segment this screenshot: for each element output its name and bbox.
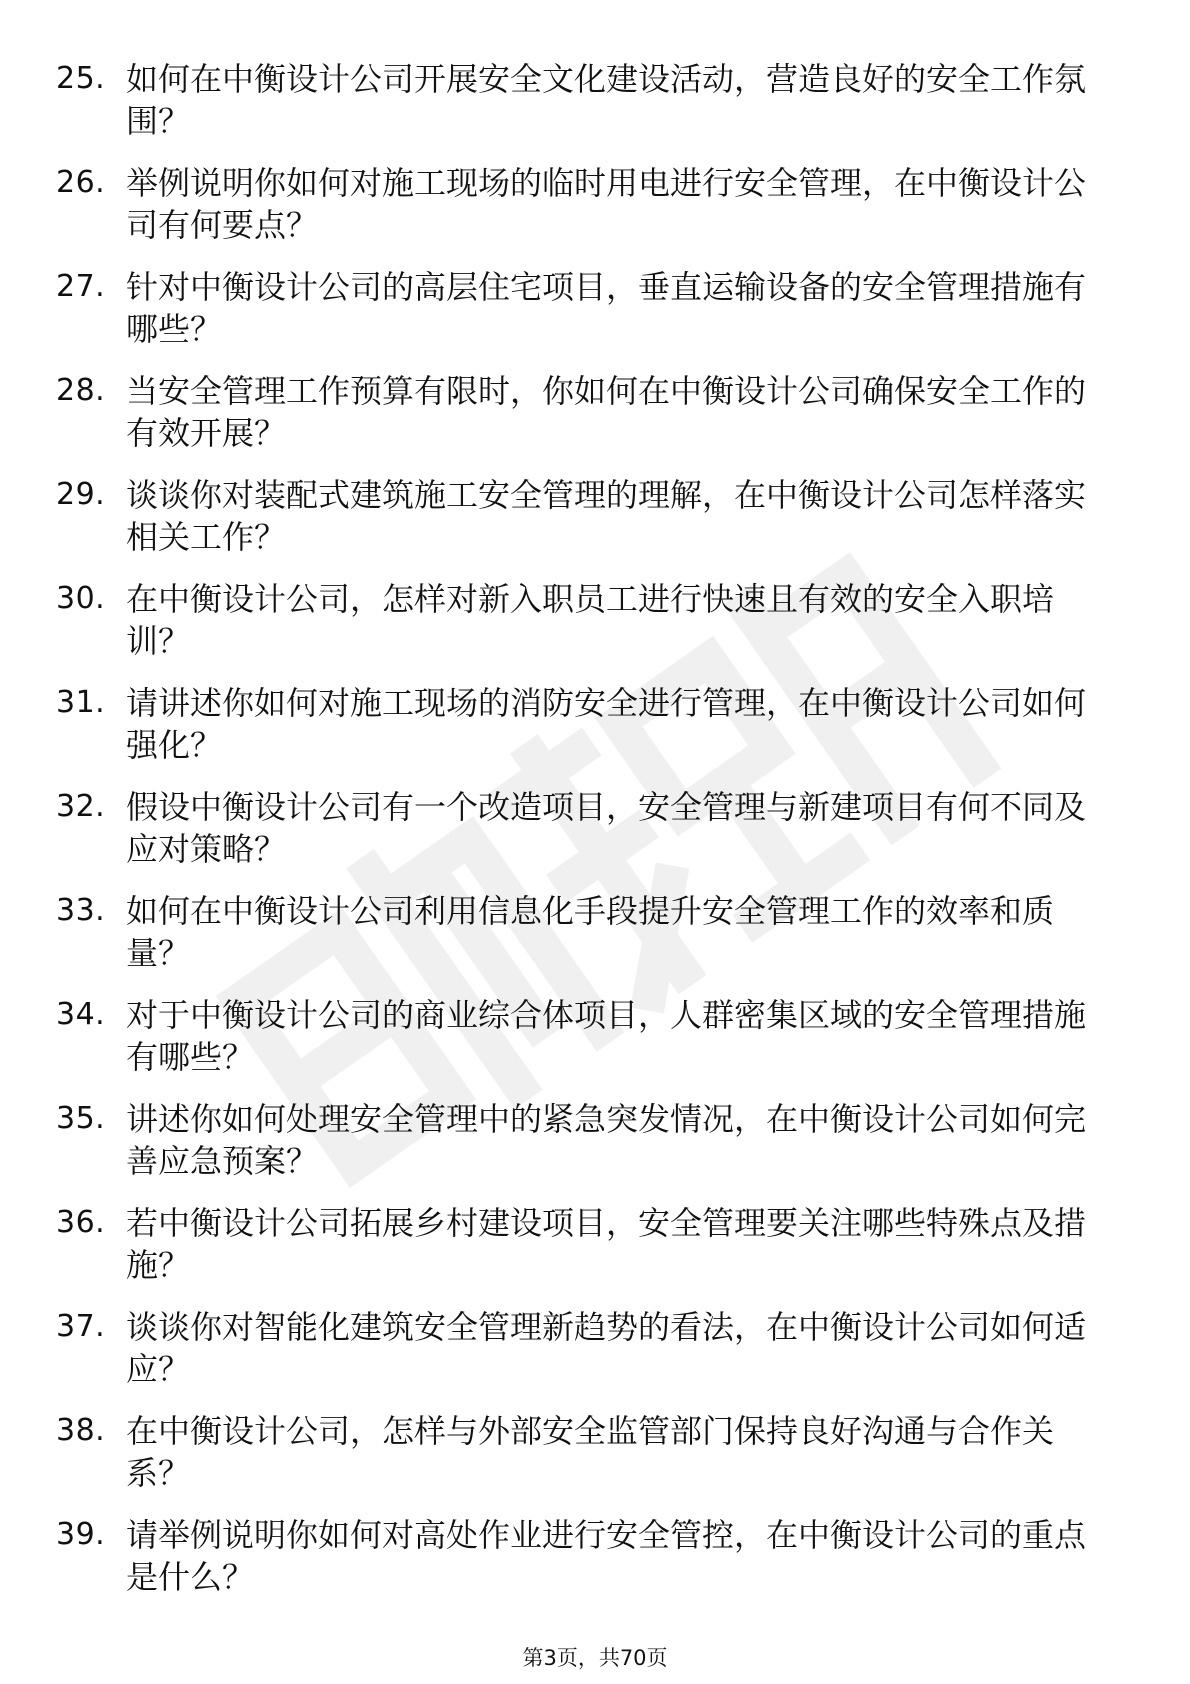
question-number: 25. xyxy=(56,61,106,96)
question-number: 31. xyxy=(56,685,106,720)
question-text: 请讲述你如何对施工现场的消防安全进行管理，在中衡设计公司如何强化？ xyxy=(126,684,1087,764)
question-item xyxy=(0,1302,1190,1406)
question-text: 假设中衡设计公司有一个改造项目，安全管理与新建项目有何不同及应对策略？ xyxy=(126,788,1087,868)
question-item xyxy=(0,574,1190,678)
question-item xyxy=(0,54,1190,158)
question-number: 30. xyxy=(56,581,106,616)
question-text: 在中衡设计公司，怎样对新入职员工进行快速且有效的安全入职培训？ xyxy=(126,580,1055,660)
question-item xyxy=(0,886,1190,990)
question-item xyxy=(0,158,1190,262)
question-item xyxy=(0,678,1190,782)
question-number: 33. xyxy=(56,893,106,928)
question-text: 如何在中衡设计公司利用信息化手段提升安全管理工作的效率和质量？ xyxy=(126,892,1055,972)
question-text: 当安全管理工作预算有限时，你如何在中衡设计公司确保安全工作的有效开展？ xyxy=(126,372,1087,452)
question-item xyxy=(0,366,1190,470)
question-number: 29. xyxy=(56,477,106,512)
question-number: 34. xyxy=(56,997,106,1032)
question-number: 37. xyxy=(56,1309,106,1344)
question-text: 若中衡设计公司拓展乡村建设项目，安全管理要关注哪些特殊点及措施？ xyxy=(126,1204,1087,1284)
page-number-label: 第3页，共70页 xyxy=(522,1646,668,1670)
question-number: 36. xyxy=(56,1205,106,1240)
question-text: 谈谈你对装配式建筑施工安全管理的理解，在中衡设计公司怎样落实相关工作？ xyxy=(126,476,1087,556)
question-item xyxy=(0,1094,1190,1198)
question-text: 讲述你如何处理安全管理中的紧急突发情况，在中衡设计公司如何完善应急预案？ xyxy=(126,1100,1087,1180)
question-text: 在中衡设计公司，怎样与外部安全监管部门保持良好沟通与合作关系？ xyxy=(126,1412,1055,1492)
question-text: 谈谈你对智能化建筑安全管理新趋势的看法，在中衡设计公司如何适应？ xyxy=(126,1308,1087,1388)
question-item xyxy=(0,1198,1190,1302)
question-text: 请举例说明你如何对高处作业进行安全管控，在中衡设计公司的重点是什么？ xyxy=(126,1516,1087,1596)
question-item xyxy=(0,470,1190,574)
question-list xyxy=(0,54,1190,1614)
page-footer xyxy=(0,1644,1190,1672)
question-number: 28. xyxy=(56,373,106,408)
question-number: 35. xyxy=(56,1101,106,1136)
question-text: 如何在中衡设计公司开展安全文化建设活动，营造良好的安全工作氛围？ xyxy=(126,60,1087,140)
question-item xyxy=(0,262,1190,366)
question-text: 举例说明你如何对施工现场的临时用电进行安全管理，在中衡设计公司有何要点？ xyxy=(126,164,1087,244)
question-text: 对于中衡设计公司的商业综合体项目，人群密集区域的安全管理措施有哪些？ xyxy=(126,996,1087,1076)
question-item xyxy=(0,990,1190,1094)
question-number: 39. xyxy=(56,1517,106,1552)
question-number: 32. xyxy=(56,789,106,824)
question-item xyxy=(0,782,1190,886)
question-number: 26. xyxy=(56,165,106,200)
question-number: 27. xyxy=(56,269,106,304)
question-number: 38. xyxy=(56,1413,106,1448)
question-text: 针对中衡设计公司的高层住宅项目，垂直运输设备的安全管理措施有哪些？ xyxy=(126,268,1087,348)
question-item xyxy=(0,1510,1190,1614)
question-item xyxy=(0,1406,1190,1510)
